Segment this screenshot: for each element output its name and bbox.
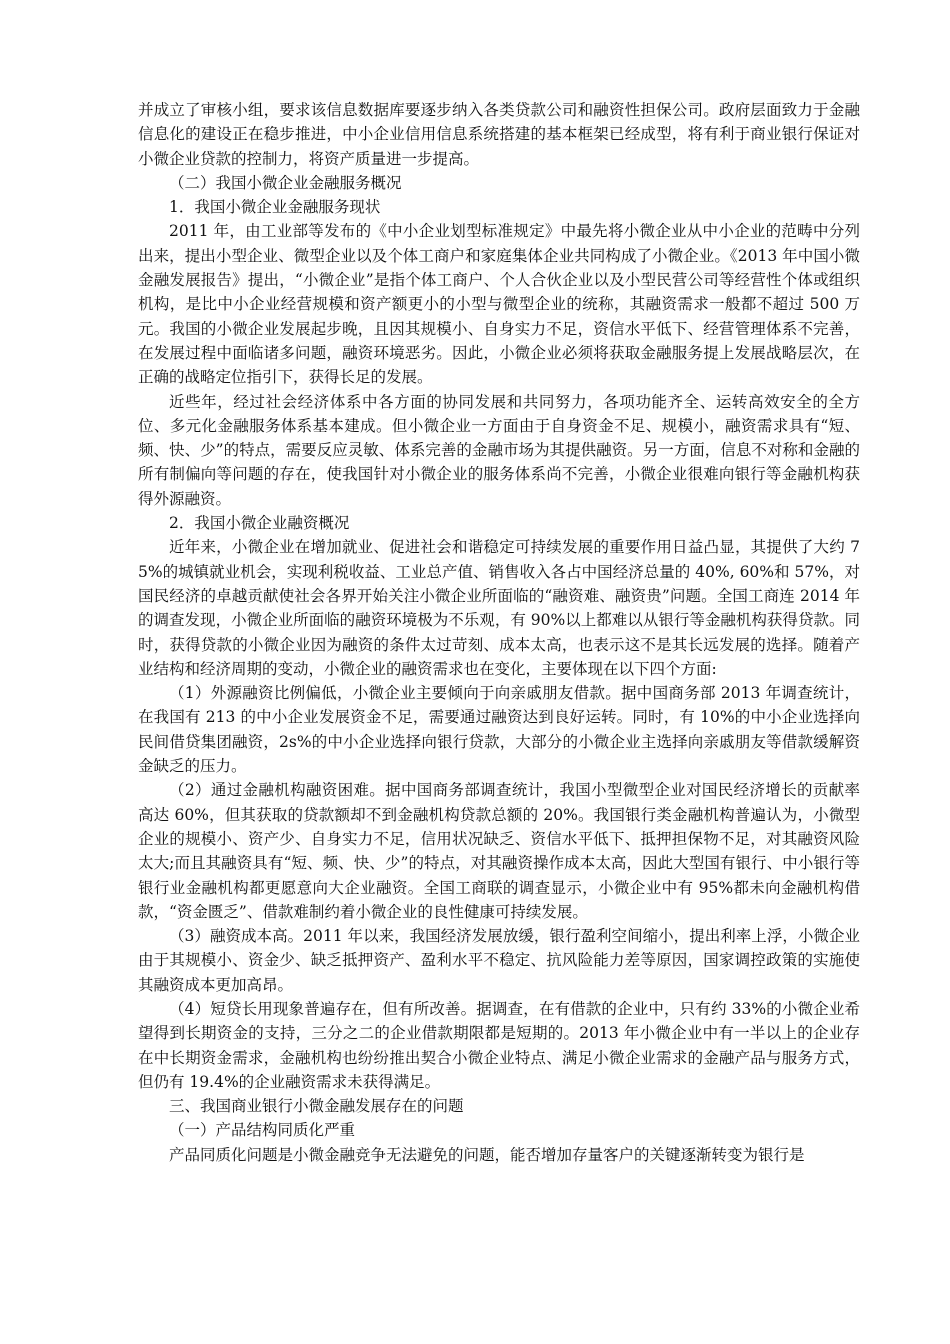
paragraph-definition-small-micro: 2011 年，由工业部等发布的《中小企业划型标准规定》中最先将小微企业从中小企业的范畴中分列出来，提出小型企业、微型企业以及个体工商户和家庭集体企业共同构成了小微企业。《2013 年中国小微金融发展报告》提出，“小微企业”是指个体工商户、个人合伙企业以及小型民营公司等经营性个体或组织机构，是比中小企业经营规模和资产额更小的小型与微型企业的统称，其融资需求一般都不超过 500 万元。我国的小微企业发展起步晚，且因其规模小、自身实力不足，资信水平低下、经营管理体系不完善，在发展过程中面临诸多问题，融资环境恶劣。因此，小微企业必须将获取金融服务提上发展战略层次，在正确的战略定位指引下，获得长足的发展。 xyxy=(138,222,860,387)
subsection-heading-service-status: 1．我国小微企业金融服务现状 xyxy=(169,198,381,217)
subsection-heading-financing-overview: 2．我国小微企业融资概况 xyxy=(169,514,350,533)
document-page xyxy=(138,98,860,1167)
paragraph-financing-importance: 近年来，小微企业在增加就业、促进社会和谐稳定可持续发展的重要作用日益凸显，其提供了大约 75%的城镇就业机会，实现利税收益、工业总产值、销售收入各占中国经济总量的 40%, 60%和 57%，对国民经济的卓越贡献使社会各界开始关注小微企业所面临的“融资难、融资贵”问题。全国工商连 2014 年的调查发现，小微企业所面临的融资环境极为不乐观，有 90%以上都难以从银行等金融机构获得贷款。同时，获得贷款的小微企业因为融资的条件太过苛刻、成本太高，也表示这不是其长远发展的选择。随着产业结构和经济周期的变动，小微企业的融资需求也在变化，主要体现在以下四个方面: xyxy=(138,538,860,678)
paragraph-point-4-short-loans: （4）短贷长用现象普遍存在，但有所改善。据调查，在有借款的企业中，只有约 33%的小微企业希望得到长期资金的支持，三分之二的企业借款期限都是短期的。2013 年小微企业中有一半以上的企业存在中长期资金需求，金融机构也纷纷推出契合小微企业特点、满足小微企业需求的金融产品与服务方式，但仍有 19.4%的企业融资需求未获得满足。 xyxy=(138,999,860,1091)
paragraph-database-review: 并成立了审核小组，要求该信息数据库要逐步纳入各类贷款公司和融资性担保公司。政府层面致力于金融信息化的建设正在稳步推进，中小企业信用信息系统搭建的基本框架已经成型，将有利于商业银行保证对小微企业贷款的控制力，将资产质量进一步提高。 xyxy=(138,101,860,168)
paragraph-homogenization: 产品同质化问题是小微金融竞争无法避免的问题，能否增加存量客户的关键逐渐转变为银行是 xyxy=(169,1145,805,1164)
section-heading-problems: 三、我国商业银行小微金融发展存在的问题 xyxy=(169,1097,464,1116)
paragraph-point-2-institution-financing: （2）通过金融机构融资困难。据中国商务部调查统计，我国小型微型企业对国民经济增长的贡献率高达 60%，但其获取的贷款额却不到金融机构贷款总额的 20%。我国银行类金融机构普遍认为，小微型企业的规模小、资产少、自身实力不足，信用状况缺乏、资信水平低下、抵押担保物不足，对其融资风险太大;而且其融资具有“短、频、快、少”的特点，对其融资操作成本太高，因此大型国有银行、中小银行等银行业金融机构都更愿意向大企业融资。全国工商联的调查显示，小微企业中有 95%都未向金融机构借款，“资金匮乏”、借款难制约着小微企业的良性健康可持续发展。 xyxy=(138,781,860,921)
paragraph-point-1-external-financing: （1）外源融资比例偏低，小微企业主要倾向于向亲戚朋友借款。据中国商务部 2013 年调查统计，在我国有 213 的中小企业发展资金不足，需要通过融资达到良好运转。同时，有 10%的中小企业选择向民间借贷集团融资，2s%的中小企业选择向银行贷款，大部分的小微企业主选择向亲戚朋友等借款缓解资金缺乏的压力。 xyxy=(138,684,860,776)
paragraph-service-system: 近些年，经过社会经济体系中各方面的协同发展和共同努力，各项功能齐全、运转高效安全的全方位、多元化金融服务体系基本建成。但小微企业一方面由于自身资金不足、规模小，融资需求具有“短、频、快、少”的特点，需要反应灵敏、体系完善的金融市场为其提供融资。另一方面，信息不对称和金融的所有制偏向等问题的存在，使我国针对小微企业的服务体系尚不完善，小微企业很难向银行等金融机构获得外源融资。 xyxy=(138,392,860,508)
subsection-heading-homogenization: （一）产品结构同质化严重 xyxy=(169,1121,356,1140)
paragraph-point-3-high-cost: （3）融资成本高。2011 年以来，我国经济发展放缓，银行盈利空间缩小，提出利率上浮，小微企业由于其规模小、资金少、缺乏抵押资产、盈利水平不稳定、抗风险能力差等原因，国家调控政策的实施使其融资成本更加高昂。 xyxy=(138,927,860,994)
section-heading-financial-services-overview: （二）我国小微企业金融服务概况 xyxy=(169,173,402,192)
